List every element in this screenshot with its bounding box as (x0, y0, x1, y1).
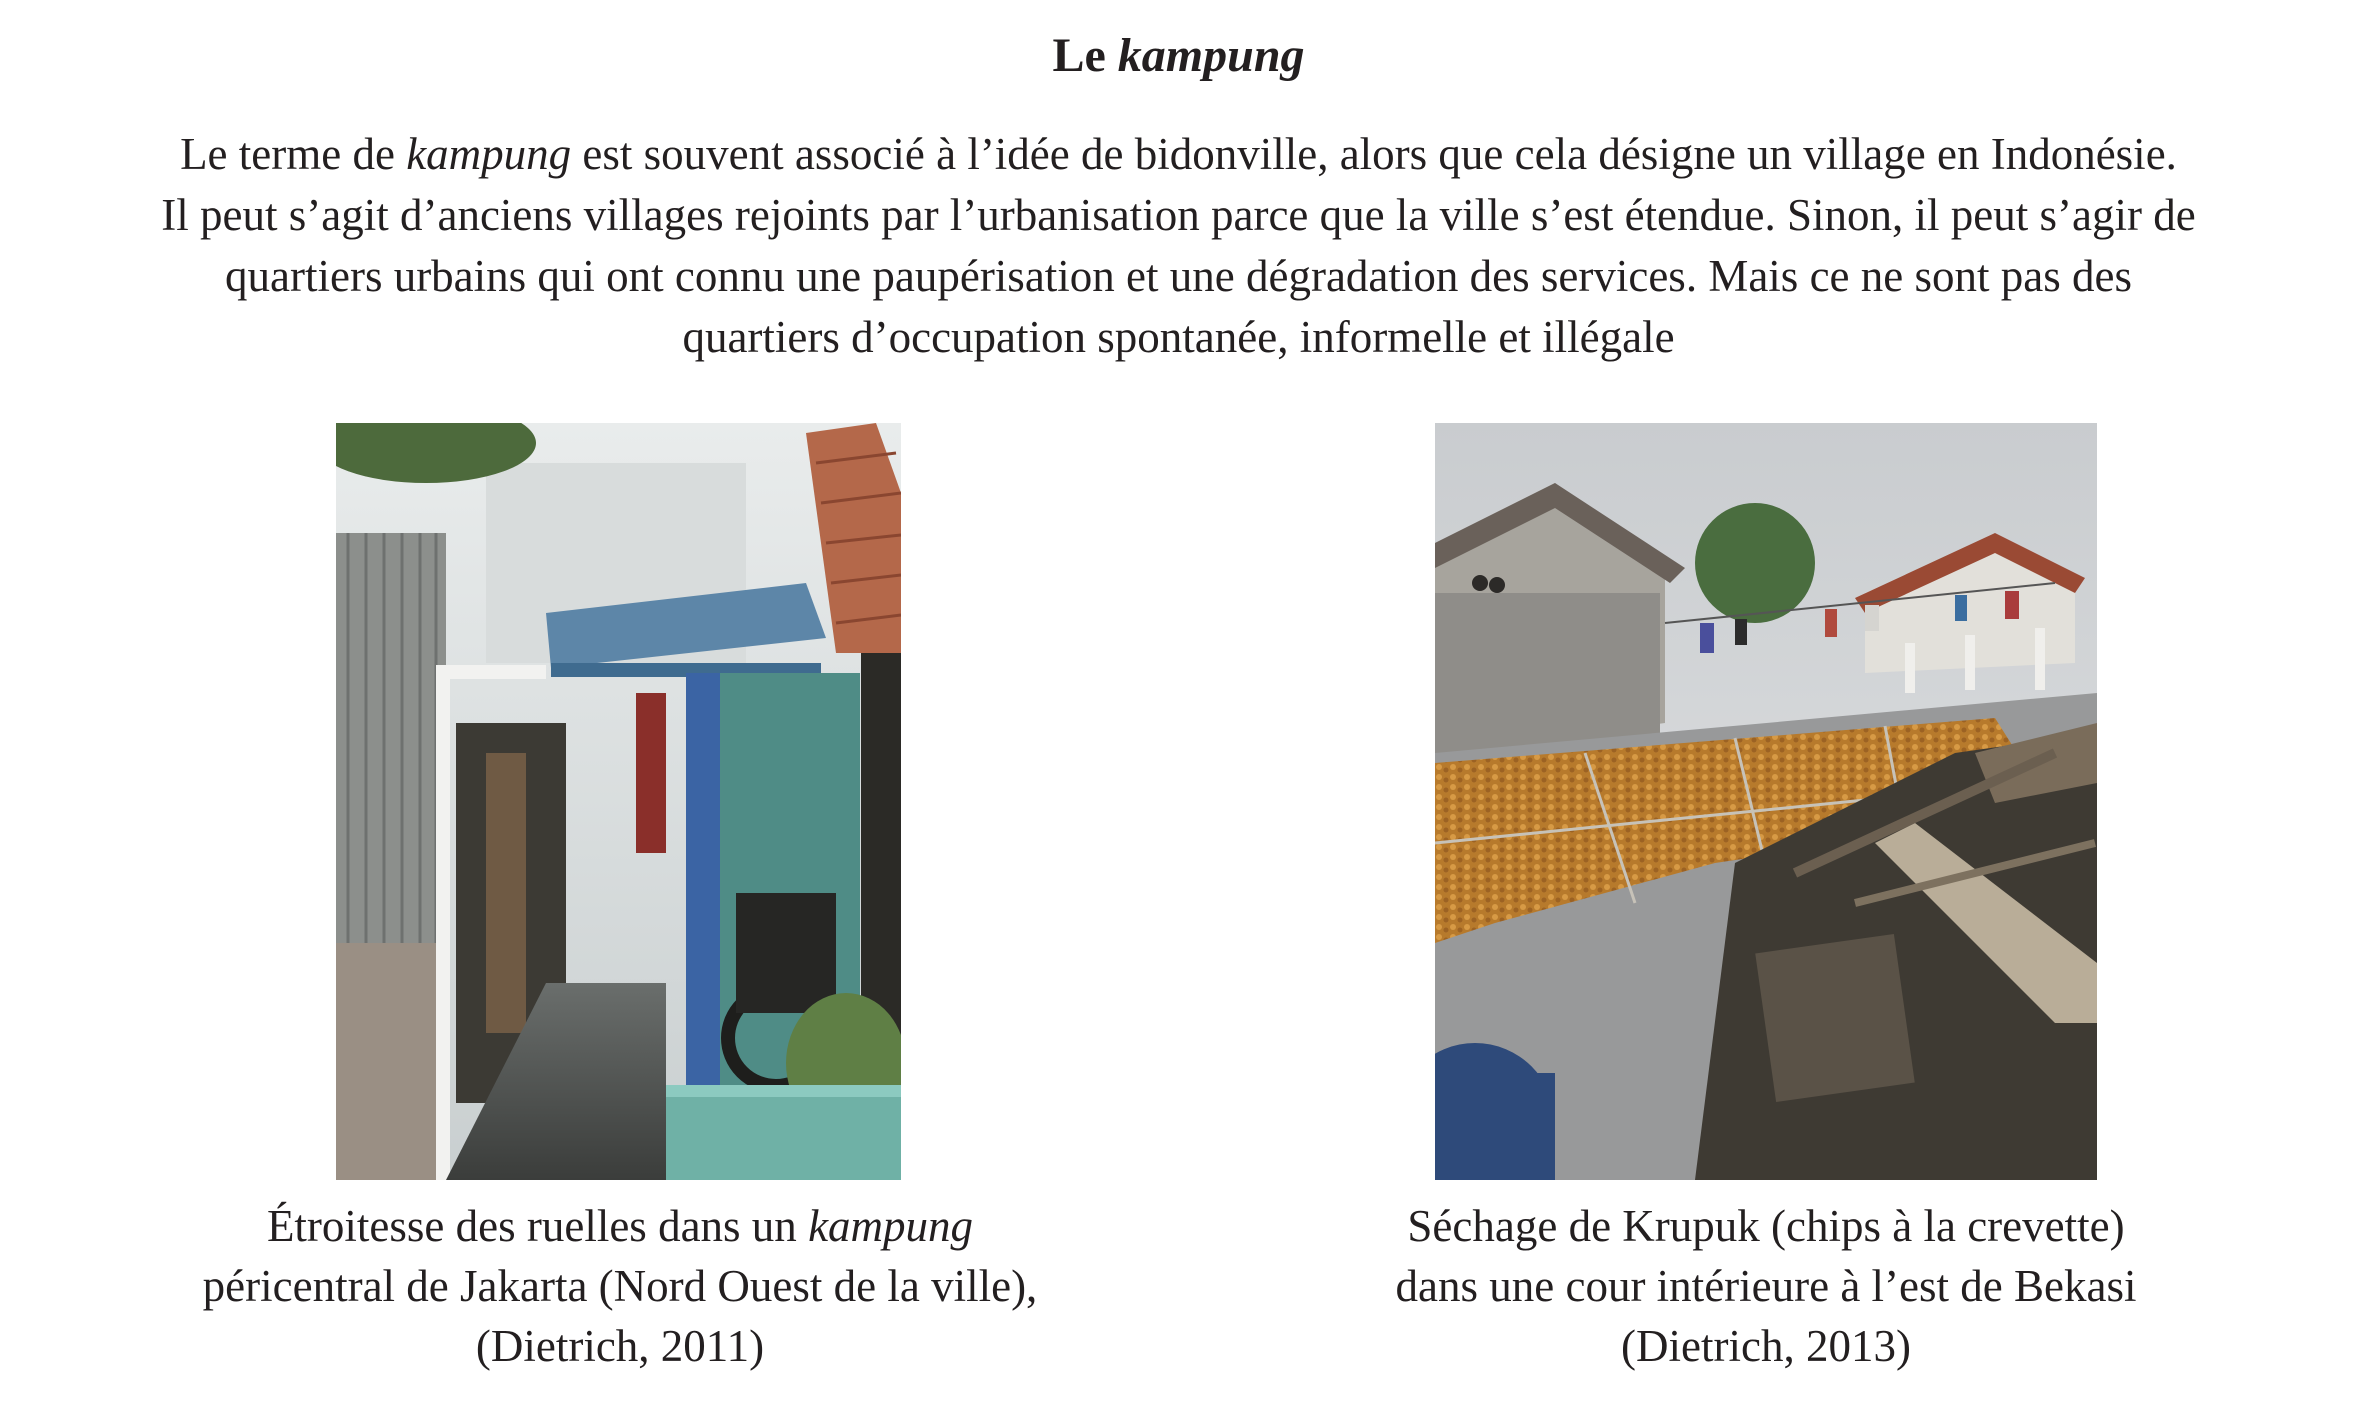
caption-left-line-2: péricentral de Jakarta (Nord Ouest de la ville), (202, 1261, 1038, 1311)
caption-left-line-1 (120, 1196, 1120, 1256)
intro-line-2: Il peut s’agit d’anciens villages rejoints par l’urbanisation parce que la ville s’est étendue. Sinon, il peut s’agir de (161, 190, 2196, 240)
caption-right-line-1: Séchage de Krupuk (chips à la crevette) (1407, 1201, 2125, 1251)
intro-line-4: quartiers d’occupation spontanée, informelle et illégale (682, 312, 1675, 362)
alley-photo-illustration (336, 423, 901, 1180)
title-emphasis: kampung (1117, 29, 1305, 82)
title-prefix: Le (1052, 29, 1118, 82)
krupuk-photo-illustration (1435, 423, 2097, 1180)
caption-left-line-3: (Dietrich, 2011) (475, 1321, 765, 1371)
caption-left (120, 1196, 1120, 1376)
caption-right-line-3: (Dietrich, 2013) (1621, 1321, 1911, 1371)
caption-right (1266, 1196, 2266, 1376)
intro-paragraph (40, 124, 2317, 368)
intro-line-1-end: est souvent associé à l’idée de bidonville, alors que cela désigne un village en Indonésie. (571, 129, 2177, 179)
intro-line-1-start: Le terme de (180, 129, 407, 179)
intro-line-3: quartiers urbains qui ont connu une paupérisation et une dégradation des services. Mais ce ne sont pas des (225, 251, 2132, 301)
photo-narrow-alley (336, 423, 901, 1180)
page-title (0, 28, 2357, 83)
intro-line-1 (40, 124, 2317, 185)
caption-left-emphasis: kampung (808, 1201, 974, 1251)
caption-right-line-2: dans une cour intérieure à l’est de Bekasi (1395, 1261, 2137, 1311)
intro-line-1-emphasis: kampung (406, 129, 572, 179)
photo-krupuk-drying (1435, 423, 2097, 1180)
caption-left-line-1-start: Étroitesse des ruelles dans un (266, 1201, 809, 1251)
